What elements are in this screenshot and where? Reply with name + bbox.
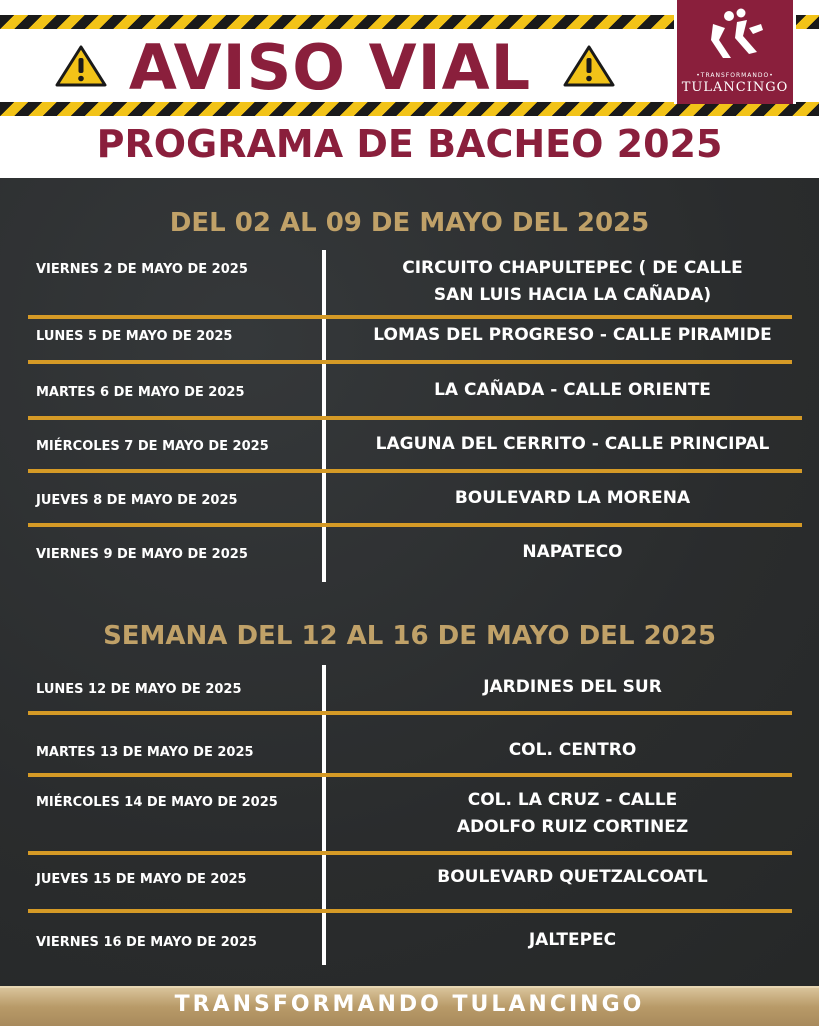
logo-tagline: •TRANSFORMANDO• <box>696 72 774 79</box>
row-place-line: CIRCUITO CHAPULTEPEC ( DE CALLE <box>402 258 743 278</box>
row-place: BOULEVARD LA MORENA <box>454 488 691 508</box>
row-place <box>330 787 815 841</box>
row-place: LA CAÑADA - CALLE ORIENTE <box>434 380 711 400</box>
warning-icon <box>55 44 107 88</box>
row-date: JUEVES 8 DE MAYO DE 2025 <box>36 493 238 508</box>
row-separator <box>28 523 802 527</box>
page-title: AVISO VIAL <box>128 31 532 104</box>
row-place: JALTEPEC <box>528 930 617 950</box>
row-date: MIÉRCOLES 7 DE MAYO DE 2025 <box>36 439 269 454</box>
row-place-line: SAN LUIS HACIA LA CAÑADA) <box>433 285 712 305</box>
header <box>0 0 819 178</box>
row-separator <box>28 851 792 855</box>
row-place-line: ADOLFO RUIZ CORTINEZ <box>456 817 689 837</box>
row-place: COL. CENTRO <box>508 740 637 760</box>
row-place <box>330 255 815 309</box>
row-separator <box>28 315 792 319</box>
row-date: LUNES 12 DE MAYO DE 2025 <box>36 682 242 697</box>
row-place-line: COL. LA CRUZ - CALLE <box>467 790 678 810</box>
logo-name: TULANCINGO <box>681 80 789 95</box>
row-separator <box>28 773 792 777</box>
row-date: VIERNES 16 DE MAYO DE 2025 <box>36 935 257 950</box>
row-date: VIERNES 2 DE MAYO DE 2025 <box>36 262 248 277</box>
row-place: NAPATECO <box>522 542 623 562</box>
row-date: LUNES 5 DE MAYO DE 2025 <box>36 329 233 344</box>
logo <box>674 0 796 104</box>
footer <box>0 986 819 1026</box>
footer-text: TRANSFORMANDO TULANCINGO <box>174 992 645 1017</box>
row-place: LAGUNA DEL CERRITO - CALLE PRINCIPAL <box>375 434 770 454</box>
row-date: VIERNES 9 DE MAYO DE 2025 <box>36 547 248 562</box>
row-separator <box>28 416 802 420</box>
row-place: JARDINES DEL SUR <box>483 677 662 697</box>
column-divider <box>322 665 326 965</box>
row-separator <box>28 469 802 473</box>
row-separator <box>28 909 792 913</box>
page-subtitle: PROGRAMA DE BACHEO 2025 <box>96 122 723 166</box>
row-separator <box>28 360 792 364</box>
row-date: MARTES 13 DE MAYO DE 2025 <box>36 745 254 760</box>
row-date: MARTES 6 DE MAYO DE 2025 <box>36 385 245 400</box>
row-place: LOMAS DEL PROGRESO - CALLE PIRAMIDE <box>373 325 772 345</box>
row-place: BOULEVARD QUETZALCOATL <box>437 867 708 887</box>
schedule-board <box>0 178 819 986</box>
logo-emblem-icon <box>677 0 793 70</box>
week2-title: SEMANA DEL 12 AL 16 DE MAYO DEL 2025 <box>103 621 716 651</box>
warning-icon <box>563 44 615 88</box>
row-date: MIÉRCOLES 14 DE MAYO DE 2025 <box>36 795 278 810</box>
row-date: JUEVES 15 DE MAYO DE 2025 <box>36 872 247 887</box>
week1-title: DEL 02 AL 09 DE MAYO DEL 2025 <box>169 208 650 238</box>
row-separator <box>28 711 792 715</box>
